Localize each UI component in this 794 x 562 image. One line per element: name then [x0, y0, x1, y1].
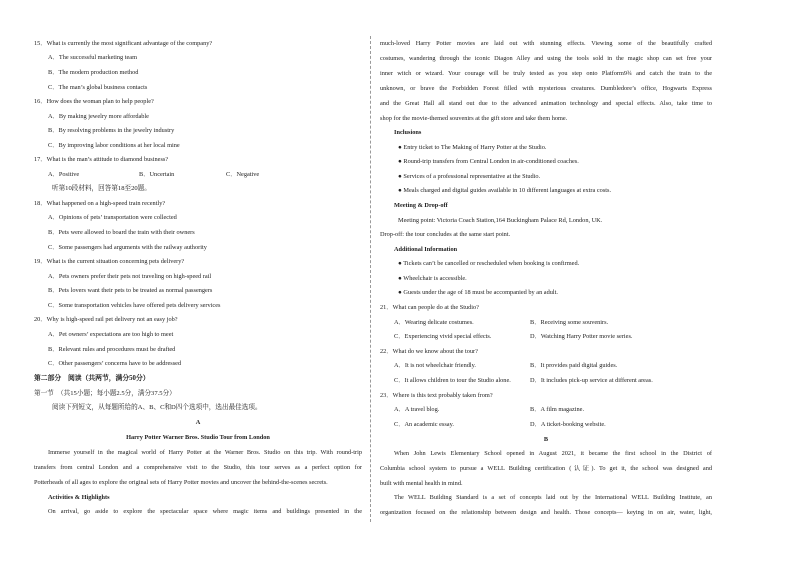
para2-line1: On arrival, go aside to explore the spectacular space where magic items and buildings presented in the [48, 508, 362, 515]
passage-a-letter: A [195, 419, 201, 426]
q20-option-b: B．Relevant rules and procedures must be drafted [48, 346, 176, 353]
q19-option-b: B．Pets lovers want their pets to be treated as normal passengers [48, 287, 213, 294]
q18-option-c: C．Some passengers had arguments with the railway authority [48, 244, 207, 251]
column-divider [370, 36, 371, 522]
q22-option-c: C．It allows children to tour the Studio alone. [394, 377, 511, 384]
q19-option-c: C．Some transportation vehicles have offered pets delivery services [48, 302, 221, 309]
inclusion-item: ● Round-trip transfers from Central London in air-conditioned coaches. [398, 158, 579, 165]
q15-option-a: A．The successful marketing team [48, 54, 138, 61]
additional-item: ● Wheelchair is accessible. [398, 275, 467, 282]
para2-line5: unknown, or brave the Forbidden Forest filled with mysterious creatures. Dumbledore’s office, Hogwarts Express [380, 85, 712, 92]
additional-heading: Additional Information [394, 246, 458, 253]
q18-stem: 18．What happened on a high-speed train recently? [34, 200, 166, 207]
q17-stem: 17．What is the man’s attitude to diamond business? [34, 156, 169, 163]
additional-item: ● Guests under the age of 18 must be accompanied by an adult. [398, 289, 558, 296]
additional-item: ● Tickets can’t be cancelled or rescheduled when booking is confirmed. [398, 260, 580, 267]
q22-stem: 22．What do we know about the tour? [380, 348, 478, 355]
q22-option-d: D．It includes pick-up service at different areas. [530, 377, 653, 384]
passage-b-line2: Columbia school system to pursue a WELL Building certification (认证). To get it, the school was designed and [380, 465, 712, 472]
q15-stem: 15．What is currently the most significant advantage of the company? [34, 40, 213, 47]
q22-option-a: A．It is not wheelchair friendly. [394, 362, 476, 369]
q23-option-c: C．An academic essay. [394, 421, 454, 428]
q16-option-a: A．By making jewelry more affordable [48, 113, 149, 120]
q17-option-b: B．Uncertain [139, 171, 175, 178]
passage-b-line3: built with mental health in mind. [380, 480, 463, 487]
q21-option-c: C．Experiencing vivid special effects. [394, 333, 492, 340]
inclusion-item: ● Services of a professional representative at the Studio. [398, 173, 541, 180]
q23-stem: 23．Where is this text probably taken from? [380, 392, 493, 399]
q21-option-d: D．Watching Harry Potter movie series. [530, 333, 633, 340]
para1-line3: Potterheads of all ages to explore the original sets of Harry Potter movies and uncover the behind-the-scenes secrets. [34, 479, 328, 486]
q20-option-c: C．Other passengers’ concerns have to be addressed [48, 360, 182, 367]
meeting-heading: Meeting & Drop-off [394, 202, 448, 209]
q16-option-c: C．By improving labor conditions at her local mine [48, 142, 180, 149]
meeting-point: Meeting point: Victoria Coach Station,164 Buckingham Palace Rd, London, UK. [398, 217, 603, 224]
q23-option-d: D．A ticket-booking website. [530, 421, 606, 428]
passage-b-line5: organization focused on the relationship between design and health. Those concepts— keying in on air, water, light, [380, 509, 712, 516]
passage-b-line1: When John Lewis Elementary School opened in August 2021, it became the first school in the District of [394, 450, 712, 457]
para2-line2: much-loved Harry Potter movies are laid out with stunning effects. Viewing some of the beautifully crafted [380, 40, 712, 47]
q15-option-c: C．The man’s global business contacts [48, 84, 148, 91]
q16-stem: 16．How does the woman plan to help people? [34, 98, 154, 105]
para1-line2: transfers from central London and a comprehensive visit to the Studio, this tour serves as a perfect option for [34, 464, 362, 471]
drop-off: Drop-off: the tour concludes at the same start point. [380, 231, 511, 238]
para2-line6: and the Great Hall all stand out due to the advanced animation technology and special effects. Also, take time to [380, 100, 712, 107]
q23-option-a: A．A travel blog. [394, 406, 440, 413]
q15-option-b: B．The modern production method [48, 69, 139, 76]
q17-option-c: C．Negative [226, 171, 260, 178]
q20-option-a: A．Pet owners’ expectations are too high to meet [48, 331, 174, 338]
q19-option-a: A．Pets owners prefer their pets not traveling on high-speed rail [48, 273, 212, 280]
q22-option-b: B．It provides paid digital guides. [530, 362, 618, 369]
q21-stem: 21．What can people do at the Studio? [380, 304, 479, 311]
para2-line7: shop for the movie-themed souvenirs at the gift store and take them home. [380, 115, 568, 122]
inclusion-item: ● Entry ticket to The Making of Harry Potter at the Studio. [398, 144, 547, 151]
q16-option-b: B．By resolving problems in the jewelry industry [48, 127, 175, 134]
q18-option-a: A．Opinions of pets’ transportation were collected [48, 214, 177, 221]
section1-instruction: 阅读下列短文，从每题所给的A、B、C和D四个选项中，选出最佳选项。 [52, 404, 262, 411]
q20-stem: 20．Why is high-speed rail pet delivery not an easy job? [34, 316, 178, 323]
passage-b-line4: The WELL Building Standard is a set of concepts laid out by the International WELL Building Institute, an [394, 494, 712, 501]
para2-line3: costumes, wandering through the iconic Diagon Alley and using the tools sold in the magic shop can set free your [380, 55, 712, 62]
activities-heading: Activities & Highlights [48, 494, 110, 501]
q21-option-a: A．Wearing delicate costumes. [394, 319, 474, 326]
passage-b-letter: B [543, 436, 549, 443]
inclusions-heading: Inclusions [394, 129, 422, 136]
listening-instruction: 听第10段材料，回答第18至20题。 [52, 185, 151, 192]
section1-heading: 第一节 （共15小题；每小题2.5分，满分37.5分） [34, 390, 176, 397]
q19-stem: 19．What is the current situation concerning pets delivery? [34, 258, 185, 265]
inclusion-item: ● Meals charged and digital guides available in 10 different languages at extra costs. [398, 187, 612, 194]
passage-a-title: Harry Potter Warner Bros. Studio Tour from London [126, 434, 270, 441]
para1-line1: Immerse yourself in the magical world of Harry Potter at the Warner Bros. Studio on this trip. With round-trip [48, 449, 362, 456]
part2-heading: 第二部分 阅读（共两节，满分50分） [34, 375, 150, 382]
q21-option-b: B．Receiving some souvenirs. [530, 319, 609, 326]
q17-option-a: A．Positive [48, 171, 80, 178]
para2-line4: inner witch or wizard. Your courage will be truly tested as you step onto Platform9¾ and catch the train to the [380, 70, 712, 77]
q23-option-b: B．A film magazine. [530, 406, 585, 413]
q18-option-b: B．Pets were allowed to board the train with their owners [48, 229, 195, 236]
